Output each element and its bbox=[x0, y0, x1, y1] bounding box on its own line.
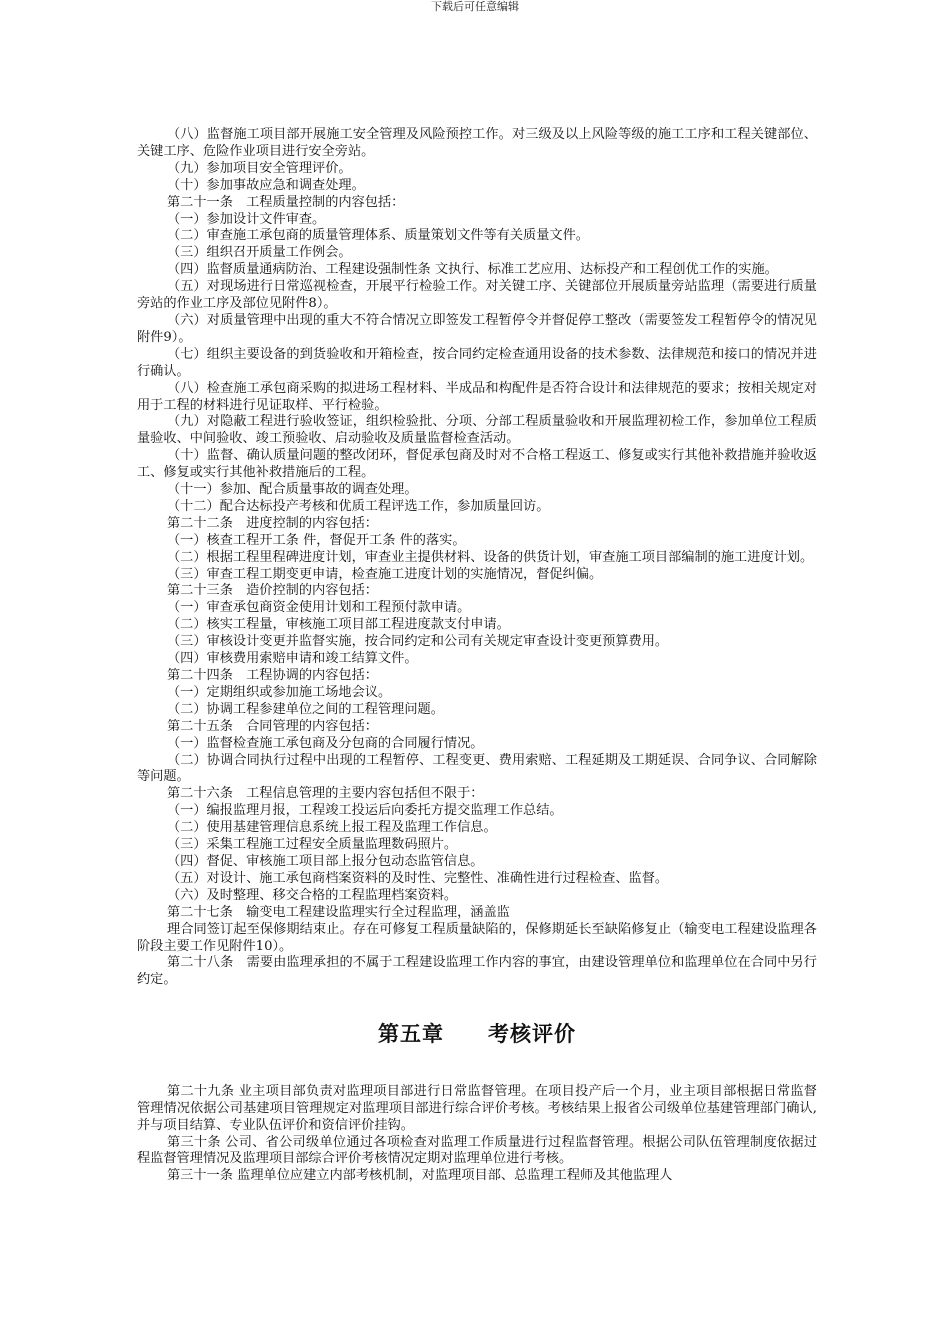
paragraph: （一）审查承包商资金使用计划和工程预付款申请。 bbox=[167, 600, 471, 616]
paragraph: （二）审查施工承包商的质量管理体系、质量策划文件等有关质量文件。 bbox=[167, 228, 589, 244]
paragraph: （三）审核设计变更并监督实施，按合同约定和公司有关规定审查设计变更预算费用。 bbox=[167, 634, 669, 650]
article-heading: 第二十一条 工程质量控制的内容包括： bbox=[167, 194, 405, 210]
article-heading: 第二十八条 需要由监理承担的不属于工程建设监理工作内容的事宜，由建设管理单位和监理单位在合同中另行约定。 bbox=[137, 955, 817, 988]
paragraph: （五）对现场进行日常巡视检查，开展平行检验工作。对关键工序、关键部位开展质量旁站监理（需要进行质量旁站的作业工序及部位见附件8）。 bbox=[137, 279, 817, 312]
article-heading: 第二十七条 输变电工程建设监理实行全过程监理，涵盖监 bbox=[167, 904, 510, 920]
paragraph: 理合同签订起至保修期结束止。存在可修复工程质量缺陷的，保修期延长至缺陷修复止（输变电工程建设监理各阶段主要工作见附件10）。 bbox=[137, 921, 817, 954]
article-paragraph: 第三十一条 监理单位应建立内部考核机制，对监理项目部、总监理工程师及其他监理人 bbox=[167, 1168, 673, 1184]
paragraph: （五）对设计、施工承包商档案资料的及时性、完整性、准确性进行过程检查、监督。 bbox=[167, 870, 669, 886]
article-paragraph: 第二十九条 业主项目部负责对监理项目部进行日常监督管理。在项目投产后一个月，业主项目部根据日常监督管理情况依据公司基建项目管理规定对监理项目部进行综合评价考核。考核结果上报省公司级单位基建管理部门确认,并与项目结算、专业队伍评价和资信评价挂钩。 bbox=[137, 1084, 817, 1133]
paragraph: （一）编报监理月报，工程竣工投运后向委托方提交监理工作总结。 bbox=[167, 803, 563, 819]
paragraph: （二）使用基建管理信息系统上报工程及监理工作信息。 bbox=[167, 820, 497, 836]
paragraph: （四）审核费用索赔申请和竣工结算文件。 bbox=[167, 651, 418, 667]
paragraph: （八）检查施工承包商采购的拟进场工程材料、半成品和构配件是否符合设计和法律规范的要求；按相关规定对用于工程的材料进行见证取样、平行检验。 bbox=[137, 380, 817, 413]
page-header: 下载后可任意编辑 bbox=[431, 0, 519, 13]
paragraph: （一）定期组织或参加施工场地会议。 bbox=[167, 684, 392, 700]
paragraph: （一）监督检查施工承包商及分包商的合同履行情况。 bbox=[167, 735, 484, 751]
article-heading: 第二十六条 工程信息管理的主要内容包括但不限于： bbox=[167, 786, 484, 802]
paragraph: （九）参加项目安全管理评价。 bbox=[167, 160, 352, 176]
paragraph: （六）对质量管理中出现的重大不符合情况立即签发工程暂停令并督促停工整改（需要签发工程暂停令的情况见附件9）。 bbox=[137, 312, 817, 345]
paragraph: （八）监督施工项目部开展施工安全管理及风险预控工作。对三级及以上风险等级的施工工序和工程关键部位、关键工序、危险作业项目进行安全旁站。 bbox=[137, 127, 817, 159]
paragraph: （六）及时整理、移交合格的工程监理档案资料。 bbox=[167, 887, 458, 903]
paragraph: （二）协调合同执行过程中出现的工程暂停、工程变更、费用索赔、工程延期及工期延误、合同争议、合同解除等问题。 bbox=[137, 752, 817, 785]
paragraph: （三）组织召开质量工作例会。 bbox=[167, 245, 352, 261]
paragraph: （十）监督、确认质量问题的整改闭环，督促承包商及时对不合格工程返工、修复或实行其他补救措施并验收返工、修复或实行其他补救措施后的工程。 bbox=[137, 448, 817, 481]
paragraph: （四）监督质量通病防治、工程建设强制性条 文执行、标准工艺应用、达标投产和工程创优工作的实施。 bbox=[167, 262, 778, 278]
chapter-title: 第五章 考核评价 bbox=[378, 1022, 576, 1047]
paragraph: （三）采集工程施工过程安全质量监理数码照片。 bbox=[167, 837, 458, 853]
document-body bbox=[137, 127, 817, 1185]
chapter-body bbox=[137, 1084, 817, 1185]
paragraph: （一）核查工程开工条 件，督促开工条 件的落实。 bbox=[167, 532, 466, 548]
paragraph: （一）参加设计文件审查。 bbox=[167, 211, 326, 227]
article-heading: 第二十五条 合同管理的内容包括： bbox=[167, 718, 378, 734]
paragraph: （十一）参加、配合质量事故的调查处理。 bbox=[167, 482, 418, 498]
paragraph: （十）参加事故应急和调查处理。 bbox=[167, 177, 365, 193]
paragraph: （四）督促、审核施工项目部上报分包动态监管信息。 bbox=[167, 853, 484, 869]
paragraph: （二）协调工程参建单位之间的工程管理问题。 bbox=[167, 701, 444, 717]
paragraph: （七）组织主要设备的到货验收和开箱检查，按合同约定检查通用设备的技术参数、法律规范和接口的情况并进行确认。 bbox=[137, 346, 817, 379]
article-heading: 第二十四条 工程协调的内容包括： bbox=[167, 668, 378, 683]
article-heading: 第二十三条 造价控制的内容包括： bbox=[167, 583, 378, 599]
paragraph: （九）对隐蔽工程进行验收签证，组织检验批、分项、分部工程质量验收和开展监理初检工作，参加单位工程质量验收、中间验收、竣工预验收、启动验收及质量监督检查活动。 bbox=[137, 414, 817, 447]
article-paragraph: 第三十条 公司、省公司级单位通过各项检查对监理工作质量进行过程监督管理。根据公司队伍管理制度依据过程监督管理情况及监理项目部综合评价考核情况定期对监理单位进行考核。 bbox=[137, 1134, 818, 1167]
article-heading: 第二十二条 进度控制的内容包括： bbox=[167, 515, 378, 531]
paragraph: （二）核实工程量，审核施工项目部工程进度款支付申请。 bbox=[167, 617, 510, 633]
paragraph: （十二）配合达标投产考核和优质工程评选工作，参加质量回访。 bbox=[167, 498, 550, 514]
paragraph: （三）审查工程工期变更申请，检查施工进度计划的实施情况，督促纠偏。 bbox=[167, 566, 603, 582]
paragraph: （二）根据工程里程碑进度计划，审查业主提供材料、设备的供货计划，审查施工项目部编制的施工进度计划。 bbox=[167, 549, 814, 565]
